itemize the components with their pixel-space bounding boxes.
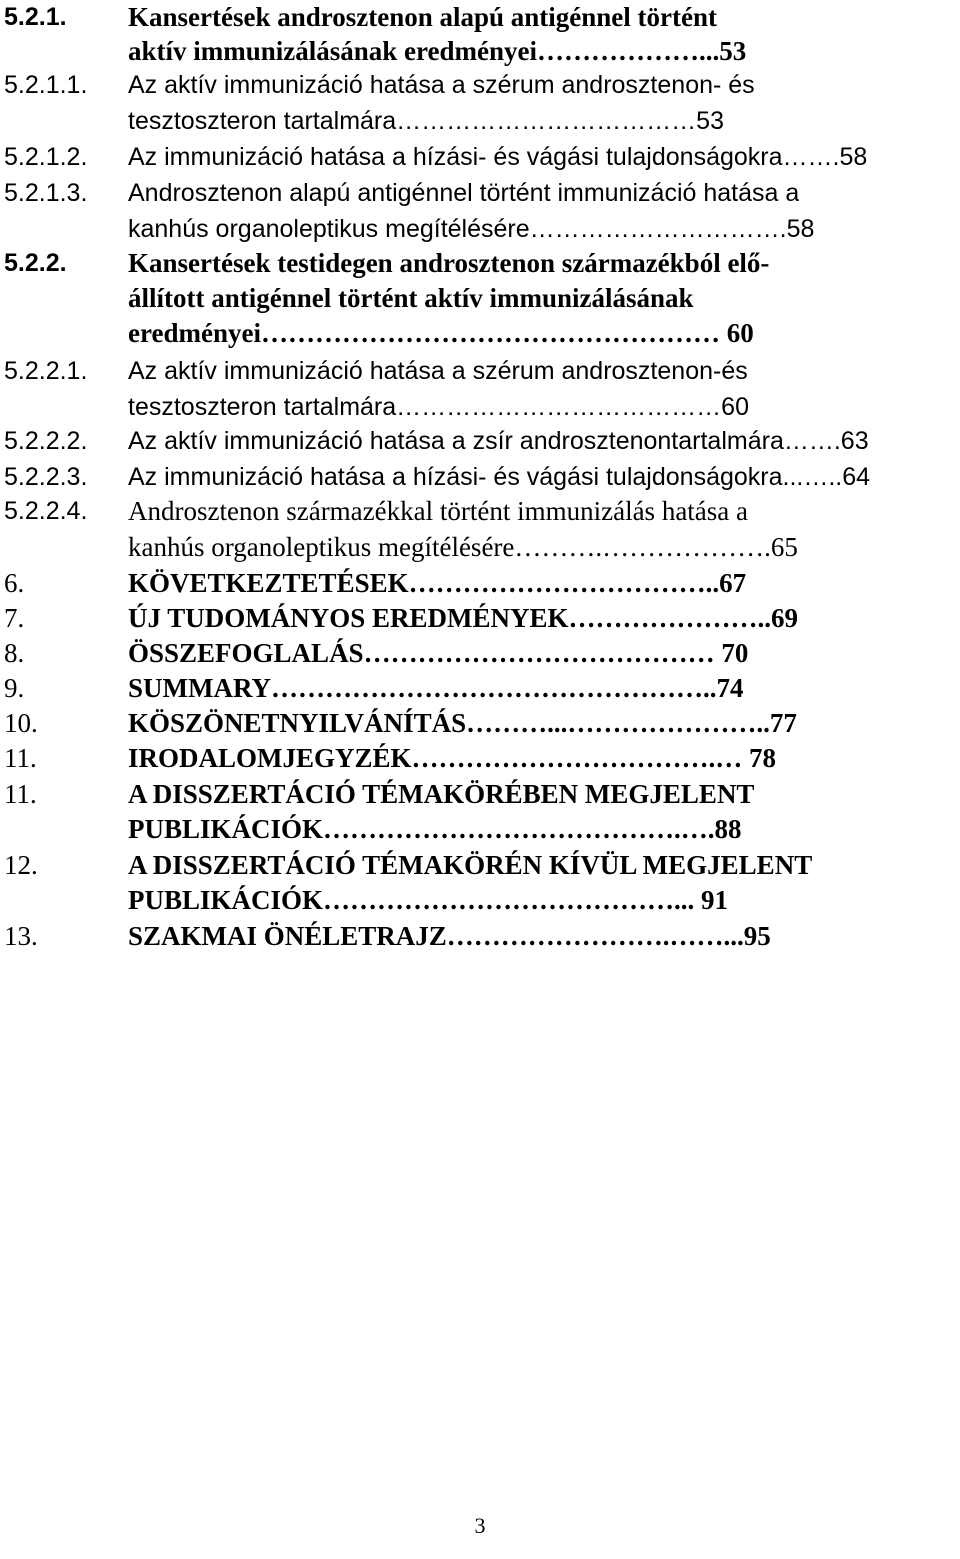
toc-entry-number: 5.2.1.2. bbox=[4, 143, 88, 171]
toc-entry-title-line: tesztoszteron tartalmára………………………………53 bbox=[128, 107, 724, 135]
toc-entry-title-line: Androsztenon alapú antigénnel történt immunizáció hatása a bbox=[128, 179, 800, 207]
page-number: 3 bbox=[474, 1513, 486, 1538]
toc-entry-title-line: Az aktív immunizáció hatása a szérum androsztenon-és bbox=[128, 357, 748, 385]
toc-entry-title-line: ÚJ TUDOMÁNYOS EREDMÉNYEK…………………..69 bbox=[128, 603, 799, 633]
toc-entry-title-line: aktív immunizálásának eredményei………………...53 bbox=[128, 36, 747, 66]
toc-entry-title-line: eredményei…………………………………………… 60 bbox=[128, 318, 754, 348]
toc-entry-number: 5.2.1.3. bbox=[4, 179, 88, 207]
toc-entry-title-line: SZAKMAI ÖNÉLETRAJZ…………………….……...95 bbox=[128, 921, 771, 951]
toc-entry-number: 10. bbox=[4, 708, 38, 738]
toc-entry-number: 11. bbox=[4, 743, 37, 773]
toc-entry-number: 5.2.2. bbox=[4, 249, 67, 277]
toc-entry-number: 6. bbox=[4, 568, 25, 598]
toc-entry-title-line: Kansertések androsztenon alapú antigénnel történt bbox=[128, 2, 718, 32]
toc-entry-number: 13. bbox=[4, 921, 38, 951]
toc-entry-title-line: KÖSZÖNETNYILVÁNÍTÁS………...…………………..77 bbox=[128, 708, 797, 738]
toc-entry-title-line: állított antigénnel történt aktív immunizálásának bbox=[128, 283, 694, 313]
toc-entry-number: 5.2.1. bbox=[4, 3, 67, 31]
toc-entry-title-line: KÖVETKEZTETÉSEK……………………………..67 bbox=[128, 568, 747, 598]
toc-entry-title-line: kanhús organoleptikus megítélésére………………………….58 bbox=[128, 215, 815, 243]
toc-entry-title-line: Az immunizáció hatása a hízási- és vágási tulajdonságokra...…..64 bbox=[128, 463, 871, 491]
toc-entry-number: 5.2.2.2. bbox=[4, 427, 88, 455]
toc-entry-number: 8. bbox=[4, 638, 25, 668]
toc-entry-title-line: Androsztenon származékkal történt immunizálás hatása a bbox=[128, 496, 749, 526]
toc-entry-number: 5.2.2.4. bbox=[4, 497, 88, 525]
toc-entry-title-line: IRODALOMJEGYZÉK…………………………….… 78 bbox=[128, 743, 777, 773]
toc-entry-title-line: kanhús organoleptikus megítélésére……….……………….65 bbox=[128, 532, 798, 562]
toc-entry-number: 9. bbox=[4, 673, 25, 703]
toc-entry-title-line: Az aktív immunizáció hatása a zsír androsztenontartalmára…….63 bbox=[128, 427, 869, 455]
toc-entry-number: 11. bbox=[4, 779, 37, 809]
toc-entry-title-line: Az immunizáció hatása a hízási- és vágási tulajdonságokra…….58 bbox=[128, 143, 868, 171]
toc-entry-number: 5.2.2.3. bbox=[4, 463, 88, 491]
toc-entry-title-line: tesztoszteron tartalmára…………………………………60 bbox=[128, 393, 749, 421]
toc-entry-title-line: PUBLIKÁCIÓK…………………………………... 91 bbox=[128, 885, 729, 915]
toc-entry-number: 7. bbox=[4, 603, 25, 633]
toc-entry-number: 12. bbox=[4, 850, 38, 880]
toc-entry-title-line: A DISSZERTÁCIÓ TÉMAKÖRÉN KÍVÜL MEGJELENT bbox=[128, 850, 813, 880]
toc-entry-title-line: A DISSZERTÁCIÓ TÉMAKÖRÉBEN MEGJELENT bbox=[128, 779, 755, 809]
toc-entry-title-line: Kansertések testidegen androsztenon származékból elő- bbox=[128, 248, 770, 278]
toc-entry-title-line: PUBLIKÁCIÓK………………………………….….88 bbox=[128, 814, 742, 844]
toc-entry-title-line: SUMMARY…………………………………………..74 bbox=[128, 673, 744, 703]
toc-entry-title-line: ÖSSZEFOGLALÁS………………………………… 70 bbox=[128, 638, 749, 668]
toc-entry-number: 5.2.1.1. bbox=[4, 71, 88, 99]
toc-entry-title-line: Az aktív immunizáció hatása a szérum androsztenon- és bbox=[128, 71, 755, 99]
toc-entry-number: 5.2.2.1. bbox=[4, 357, 88, 385]
